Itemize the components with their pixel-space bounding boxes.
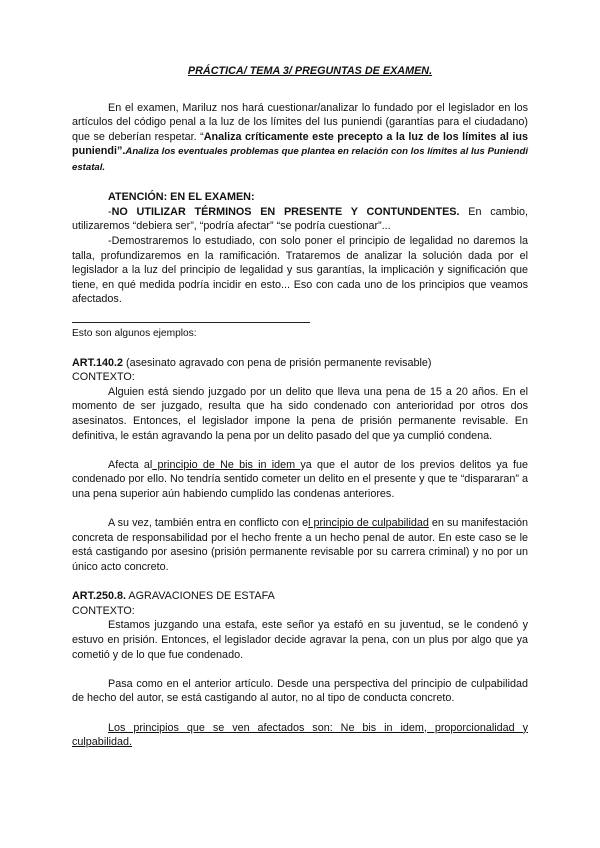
art250-number: ART.250.8. (72, 590, 127, 603)
document-page (72, 64, 528, 750)
art140-p2-b: ya que el autor de los previos delitos ya fue condenado por ello. No tendría sentido cometer un delito en el presente y que te “dispararan” a una pena superior aún habiendo cumplido las condenas anteriores. (72, 458, 528, 501)
ejemplos-label: Esto son algunos ejemplos: (72, 327, 197, 339)
art250-paragraph-3: Los principios que se ven afectados son: Ne bis in idem, proporcionalidad y culpabilidad. (72, 721, 528, 749)
art140-p3-b: en su manifestación concreta de responsabilidad por el hecho frente a un hecho penal de autor. En este caso se le está castigando por asesino (prisión permanente revisable por su carrera criminal) y no por un único acto concreto. (72, 517, 528, 573)
atencion-paragraph-2: -Demostraremos lo estudiado, con solo poner el principio de legalidad no daremos la talla, profundizaremos en la ramificación. Trataremos de analizar la solución dada por el legislador a la luz del principio de legalidad y sus garantías, la implicación y significación que tiene, en qué medida podría incidir en esto... Eso con cada uno de los principios que veamos afectados. (72, 234, 528, 306)
divider-line (72, 322, 310, 323)
art250-paragraph-1: Estamos juzgando una estafa, este señor ya estafó en su juventud, se le condenó y estuvo en prisión. Entonces, el legislador decide agravar la pena, con un plus por algo que ya cometió y de lo que fue condenado. (72, 619, 528, 661)
art250-title: AGRAVACIONES DE ESTAFA (126, 590, 275, 603)
art250-heading (72, 589, 528, 604)
art250-paragraph-2: Pasa como en el anterior artículo. Desde una perspectiva del principio de culpabilidad de hecho del autor, se está castigando al autor, no al tipo de conducta concreto. (72, 677, 528, 705)
art140-p3-underlined: l principio de culpabilidad (308, 517, 429, 530)
atencion-paragraph-1 (72, 205, 528, 234)
art140-title: (asesinato agravado con pena de prisión permanente revisable) (123, 356, 432, 369)
atencion-heading: ATENCIÓN: EN EL EXAMEN: (108, 191, 255, 204)
page-title: PRÁCTICA/ TEMA 3/ PREGUNTAS DE EXAMEN. (187, 65, 433, 77)
atencion-dash: - (108, 205, 112, 218)
intro-paragraph (72, 101, 528, 176)
art140-contexto: CONTEXTO: (72, 371, 135, 384)
art140-paragraph-3 (72, 516, 528, 574)
atencion-rest: En cambio, utilizaremos “debiera ser”, “podría afectar” “se podría cuestionar”... (72, 205, 529, 233)
intro-text: En el examen, Mariluz nos hará cuestionar/analizar lo fundado por el legislador en los artículos del código penal a la luz de los límites del Ius puniendi (garantías para el ciudadano) que se deberían respetar. “ (72, 101, 528, 143)
art140-paragraph-1: Alguien está siendo juzgado por un delito que lleva una pena de 15 a 20 años. En el momento de ser juzgado, resulta que ha sido condenado con anterioridad por otros dos asesinatos. Entonces, el legislador impone la pena de prisión permanente revisable. En definitiva, le están agravando la pena por un delito pasado del que ya cumplió condena. (72, 385, 528, 442)
art250-contexto: CONTEXTO: (72, 604, 135, 617)
art140-p2-a: Afecta al (108, 458, 153, 471)
art140-p2-underlined: principio de Ne bis in idem (152, 458, 301, 471)
art140-heading (72, 356, 528, 371)
atencion-bold: NO UTILIZAR TÉRMINOS EN PRESENTE Y CONTUNDENTES. (111, 205, 460, 218)
intro-bold: Analiza críticamente este precepto a la luz de los límites al ius puniendi”. (72, 130, 529, 158)
art140-p3-a: A su vez, también entra en conflicto con e (108, 517, 309, 530)
intro-bold-italic: Analiza los eventuales problemas que plantea en relación con los límites al Ius Puniendi estatal. (72, 146, 528, 173)
art140-paragraph-2 (72, 458, 528, 502)
art140-number: ART.140.2 (72, 356, 124, 369)
